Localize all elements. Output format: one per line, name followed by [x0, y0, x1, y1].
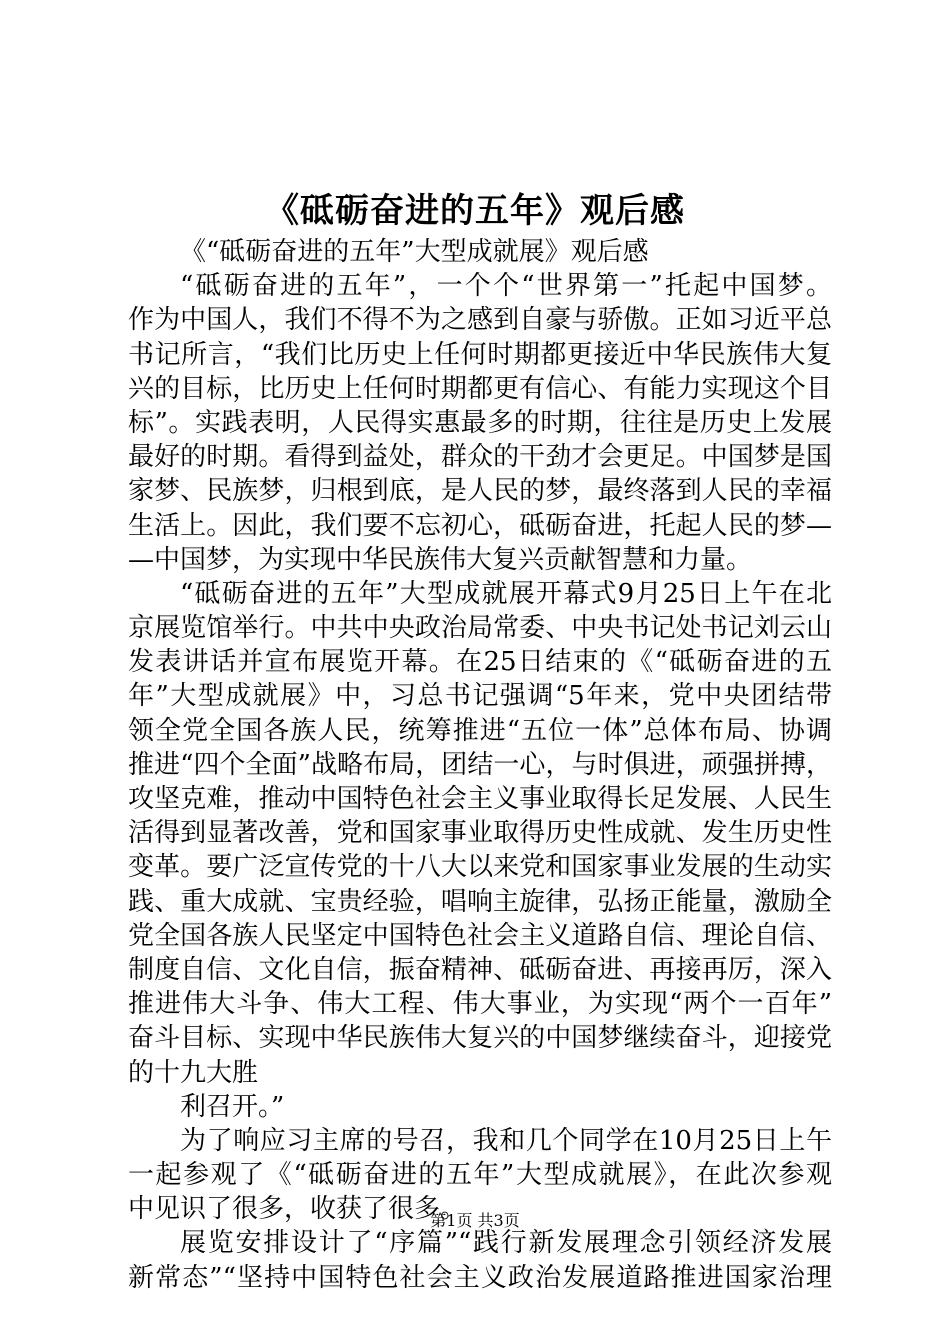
text-line: 的十九大胜 [128, 1057, 259, 1088]
text-line: 新常态”“坚持中国特色社会主义政治发展道路推进国家治理 [128, 1262, 832, 1293]
text-line: 年”大型成就展》中，习总书记强调“5年来，党中央团结带 [128, 681, 832, 712]
document-body [128, 235, 832, 1295]
text-line: 推进“四个全面”战略布局，团结一心，与时俱进，顽强拼搏， [128, 749, 832, 780]
text-line: 变革。要广泛宣传党的十八大以来党和国家事业发展的生动实 [128, 852, 832, 883]
text-line: 为了响应习主席的号召，我和几个同学在10月25日上午 [180, 1125, 832, 1156]
text-line: 领全党全国各族人民，统筹推进“五位一体”总体布局、协调 [128, 715, 832, 746]
text-line: 党全国各族人民坚定中国特色社会主义道路自信、理论自信、 [128, 920, 832, 951]
text-line: 家梦、民族梦，归根到底，是人民的梦，最终落到人民的幸福 [128, 476, 832, 507]
text-line: 一起参观了《“砥砺奋进的五年”大型成就展》，在此次参观 [128, 1160, 832, 1191]
text-line: 最好的时期。看得到益处，群众的干劲才会更足。中国梦是国 [128, 442, 832, 473]
page-number-footer: 第1页 共3页 [430, 1211, 520, 1230]
text-line: 践、重大成就、宝贵经验，唱响主旋律，弘扬正能量，激励全 [128, 886, 832, 917]
text-line: 利召开。” [180, 1091, 285, 1122]
text-line: 书记所言，“我们比历史上任何时期都更接近中华民族伟大复 [128, 339, 832, 370]
text-line: 攻坚克难，推动中国特色社会主义事业取得长足发展、人民生 [128, 784, 832, 814]
text-line: 标”。实践表明，人民得实惠最多的时期，往往是历史上发展 [128, 407, 832, 438]
text-line: 奋斗目标、实现中华民族伟大复兴的中国梦继续奋斗，迎接党 [128, 1023, 832, 1054]
text-line: 京展览馆举行。中共中央政治局常委、中央书记处书记刘云山 [128, 613, 832, 644]
document-title: 《砥砺奋进的五年》观后感 [265, 191, 685, 231]
text-line: 活得到显著改善，党和国家事业取得历史性成就、发生历史性 [128, 818, 832, 849]
text-line: 发表讲话并宣布展览开幕。在25日结束的《“砥砺奋进的五 [128, 647, 832, 678]
text-line: 展览安排设计了“序篇”“践行新发展理念引领经济发展 [180, 1228, 832, 1259]
text-line: 《“砥砺奋进的五年”大型成就展》观后感 [180, 237, 649, 267]
text-line: 兴的目标，比历史上任何时期都更有信心、有能力实现这个目 [128, 373, 832, 404]
text-line: 中见识了很多，收获了很多。 [128, 1194, 467, 1225]
text-line: “砥砺奋进的五年”大型成就展开幕式9月25日上午在北 [180, 578, 832, 609]
text-line: 生活上。因此，我们要不忘初心，砥砺奋进，托起人民的梦— [128, 510, 832, 541]
text-line: 制度自信、文化自信，振奋精神、砥砺奋进、再接再厉，深入 [128, 954, 832, 985]
text-line: 推进伟大斗争、伟大工程、伟大事业，为实现“两个一百年” [128, 989, 832, 1020]
text-line: 作为中国人，我们不得不为之感到自豪与骄傲。正如习近平总 [128, 305, 832, 336]
text-line: —中国梦，为实现中华民族伟大复兴贡献智慧和力量。 [128, 544, 753, 575]
text-line: “砥砺奋进的五年”，一个个“世界第一”托起中国梦。 [180, 271, 832, 302]
